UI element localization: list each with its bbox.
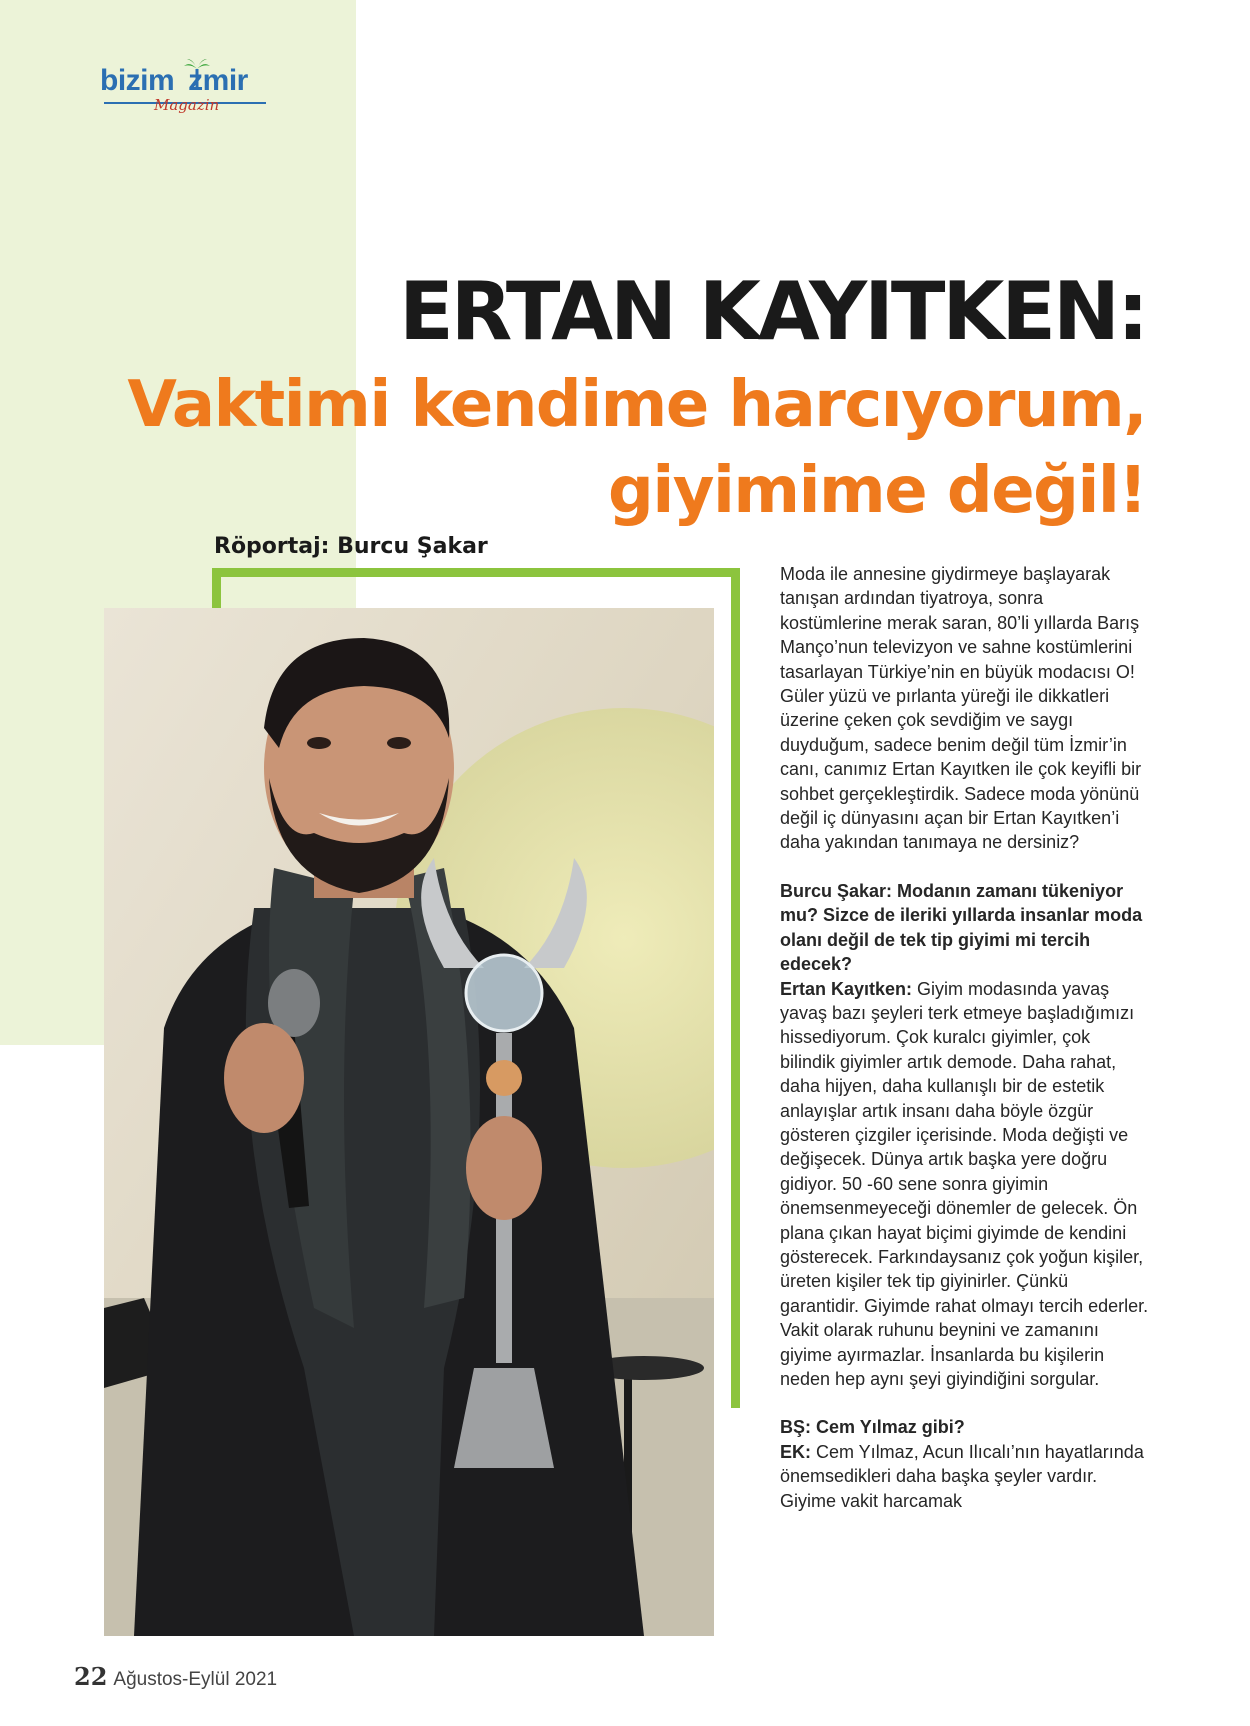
article-subheadline: Vaktimi kendime harcıyorum, giyimime değil! [127,368,1146,528]
intro-text-2: Güler yüzü ve pırlanta yüreği ile dikkatleri üzerine çeken çok sevdiğim ve saygı duyduğum, sadece benim değil tüm İzmir’in canı, canımız Ertan Kayıtken ile çok keyifli bir sohbet gerçekleştirdik. Sadece moda yönünü değil iç dünyasını açan bir Ertan Kayıtken’i daha yakından tanımaya ne dersiniz? [780,686,1142,853]
qa-block-2 [780,1415,1150,1513]
portrait-illustration [104,608,714,1636]
question-2: BŞ: Cem Yılmaz gibi? [780,1417,965,1438]
intro-text-1: Moda ile annesine giydirmeye başlayarak tanışan ardından tiyatroya, sonra kostümlerine merak saran, 80’li yıllarda Barış Manço’nun televizyon ve sahne kostümlerini tasarlayan Türkiye’nin en büyük modacısı O! [780,564,1140,682]
article-byline: Röportaj: Burcu Şakar [214,534,488,559]
intro-paragraph [780,562,1150,855]
page-number: 22 [74,1662,108,1691]
question-1: Burcu Şakar: Modanın zamanı tükeniyor mu? Sizce de ileriki yıllarda insanlar moda olanı değil de tek tip giyimi mi tercih edecek? [780,880,1143,975]
logo-tagline: Magazin [154,96,220,114]
answer-1: Giyim modasında yavaş yavaş bazı şeyleri terk etmeye başladığımızı hissediyorum. Çok kuralcı giyimler, çok bilindik giyimler artık demode. Daha rahat, daha hijyen, daha kullanışlı bir de estetik anlayışlar artık insanı daha böyle özgür gösteren çizgiler içerisinde. Moda değişti ve değişecek. Dünya artık başka yere doğru gidiyor. 50 -60 sene sonra giyimin önemsenmeyeceği dönemler de gelecek. Ön plana çıkan hayat biçimi giyimde de kendini gösterecek. Farkındaysanız çok yoğun kişiler, üreten kişiler tek tip giyinirler. Çünkü garantidir. Giyimde rahat olmayı tercih ederler. Vakit olarak ruhunu beynini ve zamanını giyime ayırmazlar. İnsanlarda bu kişilerin neden hep aynı şeyi giyindiğini sorgular. [780,978,1149,1389]
palm-tree-icon [184,58,210,88]
article-headline: ERTAN KAYITKEN: [399,265,1146,358]
answer-2: Cem Yılmaz, Acun Ilıcalı’nın hayatlarında önemsedikleri daha başka şeyler vardır. Giyime vakit harcamak [780,1441,1144,1511]
page-footer [74,1662,277,1691]
qa-block-1 [780,879,1150,1392]
green-frame-corner [212,568,221,608]
issue-date: Ağustos-Eylül 2021 [113,1669,278,1690]
answer-2-speaker: EK: [780,1441,811,1462]
logo-wordmark: bizim zmir [100,64,248,97]
magazine-logo [100,58,270,122]
answer-1-speaker: Ertan Kayıtken: [780,978,913,999]
portrait-photo [104,608,714,1636]
article-body [780,562,1150,1537]
